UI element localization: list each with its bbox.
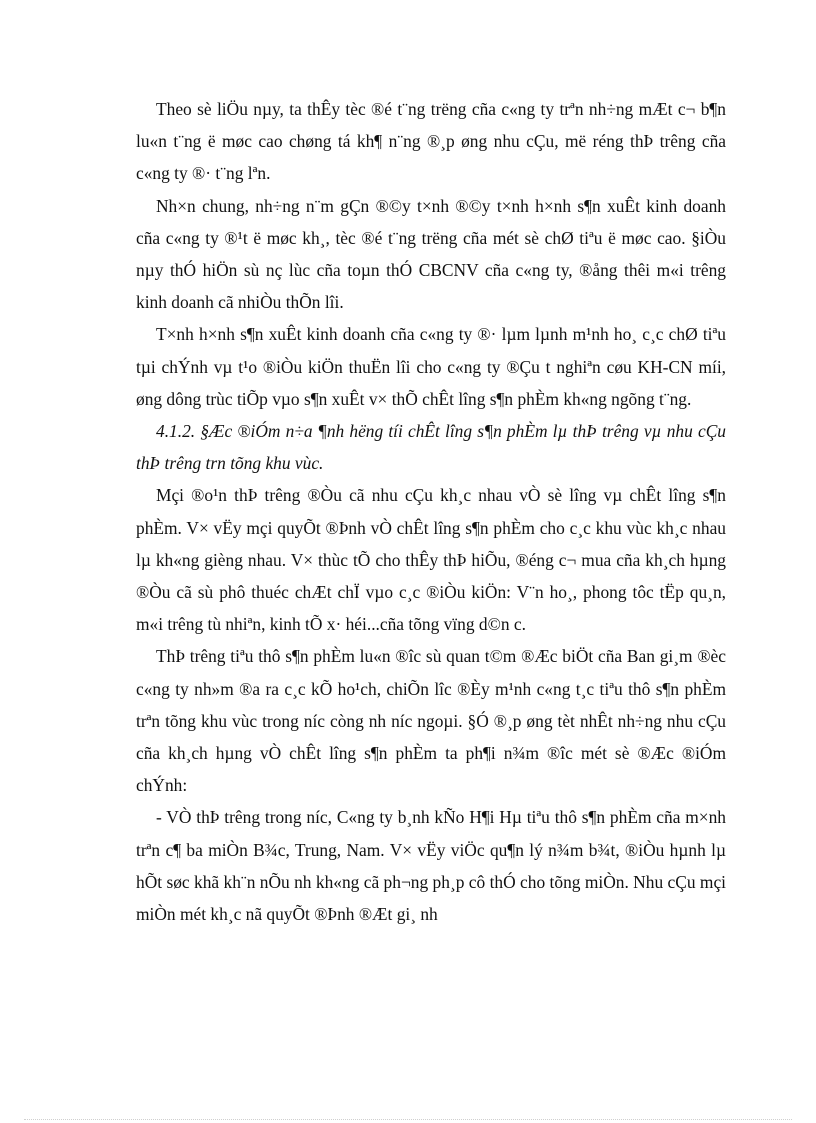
section-heading: 4.1.2. §Æc ®iÓm n÷a ¶nh hëng tíi chÊt lîng s¶n phÈm lµ thÞ trêng vµ nhu cÇu thÞ trêng trn tõng khu vùc. <box>136 421 726 474</box>
page-bottom-divider <box>24 1119 792 1120</box>
paragraph: Mçi ®o¹n thÞ trêng ®Òu cã nhu cÇu kh¸c nhau vÒ sè lîng vµ chÊt lîng s¶n phÈm. V× vËy mçi quyÕt ®Þnh vÒ chÊt lîng s¶n phÈm cho c¸c khu vùc kh¸c nhau lµ kh«ng gièng nhau. V× thùc tÕ cho thÊy thÞ hiÕu, ®éng c¬ mua cña kh¸ch hµng ®Òu cã sù phô thuéc chÆt chÏ vµo c¸c ®iÒu kiÖn: V¨n ho¸, phong tôc tËp qu¸n, m«i trêng tù nhiªn, kinh tÕ x· héi...cña tõng vïng d©n c. <box>136 485 726 635</box>
paragraph: ThÞ trêng tiªu thô s¶n phÈm lu«n ®îc sù quan t©m ®Æc biÖt cña Ban gi¸m ®èc c«ng ty nh»m ®a ra c¸c kÕ ho¹ch, chiÕn lîc ®Èy m¹nh c«ng t¸c tiªu thô s¶n phÈm trªn tõng khu vùc trong níc còng nh níc ngoµi. §Ó ®¸p øng tèt nhÊt nh÷ng nhu cÇu cña kh¸ch hµng vÒ chÊt lîng s¶n phÈm ta ph¶i n¾m ®îc mét sè ®Æc ®iÓm chÝnh: <box>136 646 726 796</box>
paragraph: - VÒ thÞ trêng trong níc, C«ng ty b¸nh kÑo H¶i Hµ tiªu thô s¶n phÈm cña m×nh trªn c¶ ba miÒn B¾c, Trung, Nam. V× vËy viÖc qu¶n lý n¾m b¾t, ®iÒu hµnh lµ hÕt søc khã kh¨n nÕu nh kh«ng cã ph¬ng ph¸p cô thÓ cho tõng miÒn. Nhu cÇu mçi miÒn mét kh¸c nã quyÕt ®Þnh ®Æt gi¸ nh <box>136 807 726 925</box>
paragraph: Theo sè liÖu nµy, ta thÊy tèc ®é t¨ng trëng cña c«ng ty trªn nh÷ng mÆt c¬ b¶n lu«n t¨ng ë møc cao chøng tá kh¶ n¨ng ®¸p øng nhu cÇu, më réng thÞ trêng cña c«ng ty ®· t¨ng lªn. <box>136 99 726 184</box>
body-text <box>136 93 726 930</box>
paragraph: T×nh h×nh s¶n xuÊt kinh doanh cña c«ng ty ®· lµm lµnh m¹nh ho¸ c¸c chØ tiªu tµi chÝnh vµ t¹o ®iÒu kiÖn thuËn lîi cho c«ng ty ®Çu t nghiªn cøu KH-CN míi, øng dông trùc tiÕp vµo s¶n xuÊt v× thÕ chÊt lîng s¶n phÈm kh«ng ngõng t¨ng. <box>136 324 726 409</box>
paragraph: Nh×n chung, nh÷ng n¨m gÇn ®©y t×nh ®©y t×nh h×nh s¶n xuÊt kinh doanh cña c«ng ty ®¹t ë møc kh¸, tèc ®é t¨ng trëng cña mét sè chØ tiªu ë møc cao. §iÒu nµy thÓ hiÖn sù nç lùc cña toµn thÓ CBCNV cña c«ng ty, ®ång thêi m«i trêng kinh doanh cã nhiÒu thÕn lîi. <box>136 195 726 313</box>
